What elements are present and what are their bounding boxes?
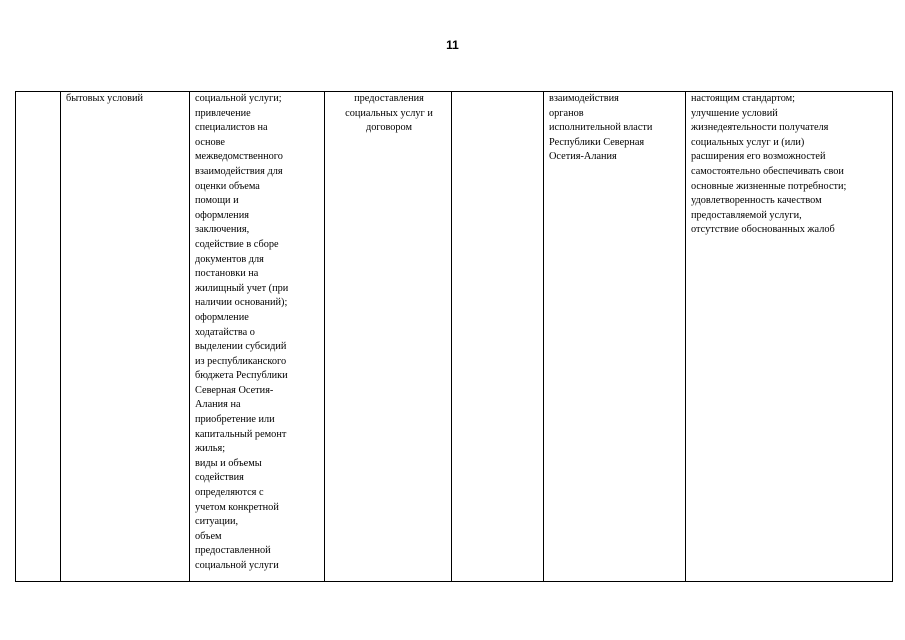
cell-text-line: помощи и: [195, 195, 239, 207]
cell-text-line: жилья;: [195, 443, 226, 455]
cell-text-line: жизнедеятельности получателя: [691, 122, 829, 134]
cell-text-line: ситуации,: [195, 516, 239, 528]
cell-text-line: улучшение условий: [691, 107, 778, 119]
cell-text-line: предоставленной: [195, 545, 271, 557]
cell-text-line: оформления: [195, 209, 249, 221]
cell-text-line: договором: [365, 122, 413, 134]
cell-text-line: социальной услуги: [195, 560, 279, 571]
cell-text-line: предоставления: [354, 93, 424, 104]
cell-number: [16, 92, 61, 582]
table-row: [16, 92, 893, 582]
cell-service-term: [325, 92, 452, 582]
cell-text-line: Осетия-Алания: [549, 151, 617, 163]
cell-text-line: капитальный ремонт: [195, 428, 287, 440]
cell-text-line: ходатайства о: [195, 326, 255, 338]
cell-text-line: основе: [195, 136, 226, 148]
cell-text-line: содействия: [195, 472, 244, 484]
cell-text-line: Северная Осетия-: [195, 384, 274, 396]
cell-service-description: [190, 92, 325, 582]
cell-text-line: постановки на: [195, 268, 259, 280]
cell-service-cost: [452, 92, 544, 582]
cell-text-line: виды и объемы: [195, 457, 262, 469]
cell-text-line: учетом конкретной: [195, 501, 279, 513]
cell-text-line: социальных услуг и (или): [691, 136, 805, 148]
cell-text-line: межведомственного: [195, 151, 283, 163]
cell-text-line: бюджета Республики: [195, 370, 288, 382]
cell-text-line: удовлетворенность качеством: [691, 195, 822, 207]
cell-text-line: документов для: [195, 253, 264, 265]
cell-text-line: привлечение: [195, 107, 251, 119]
cell-service-conditions: [544, 92, 686, 582]
cell-service-name: [61, 92, 190, 582]
cell-text-line: оформление: [195, 311, 249, 323]
cell-text-line: Алания на: [195, 399, 241, 411]
cell-text-line: социальной услуги;: [195, 93, 282, 104]
page-number: 11: [446, 38, 459, 52]
cell-text-line: из республиканского: [195, 355, 287, 367]
cell-text-line: расширения его возможностей: [691, 151, 826, 163]
cell-text-line: специалистов на: [195, 122, 268, 134]
cell-text-line: наличии оснований);: [195, 297, 288, 309]
service-standard-table: [15, 91, 893, 582]
cell-text-line: Республики Северная: [549, 136, 645, 148]
cell-text-line: взаимодействия для: [195, 165, 283, 177]
cell-text-line: приобретение или: [195, 414, 275, 426]
cell-text-line: объем: [195, 530, 222, 542]
cell-text-line: предоставляемой услуги,: [691, 209, 802, 221]
cell-text-line: исполнительной власти: [549, 122, 653, 134]
cell-text-line: взаимодействия: [549, 93, 619, 104]
cell-text-line: настоящим стандартом;: [691, 93, 796, 104]
cell-text-line: самостоятельно обеспечивать свои: [691, 165, 844, 177]
cell-text-line: оценки объема: [195, 180, 260, 192]
cell-text-line: заключения,: [195, 224, 250, 236]
cell-text-line: отсутствие обоснованных жалоб: [691, 224, 835, 236]
cell-text-line: бытовых условий: [66, 93, 144, 104]
cell-text-line: определяются с: [195, 487, 264, 499]
cell-text-line: жилищный учет (при: [195, 282, 289, 294]
cell-text-line: органов: [549, 107, 584, 119]
cell-text-line: содействие в сборе: [195, 238, 279, 250]
cell-text-line: основные жизненные потребности;: [691, 180, 847, 192]
cell-text-line: социальных услуг и: [345, 107, 433, 119]
cell-service-quality: [686, 92, 893, 582]
cell-text-line: выделении субсидий: [195, 341, 287, 353]
